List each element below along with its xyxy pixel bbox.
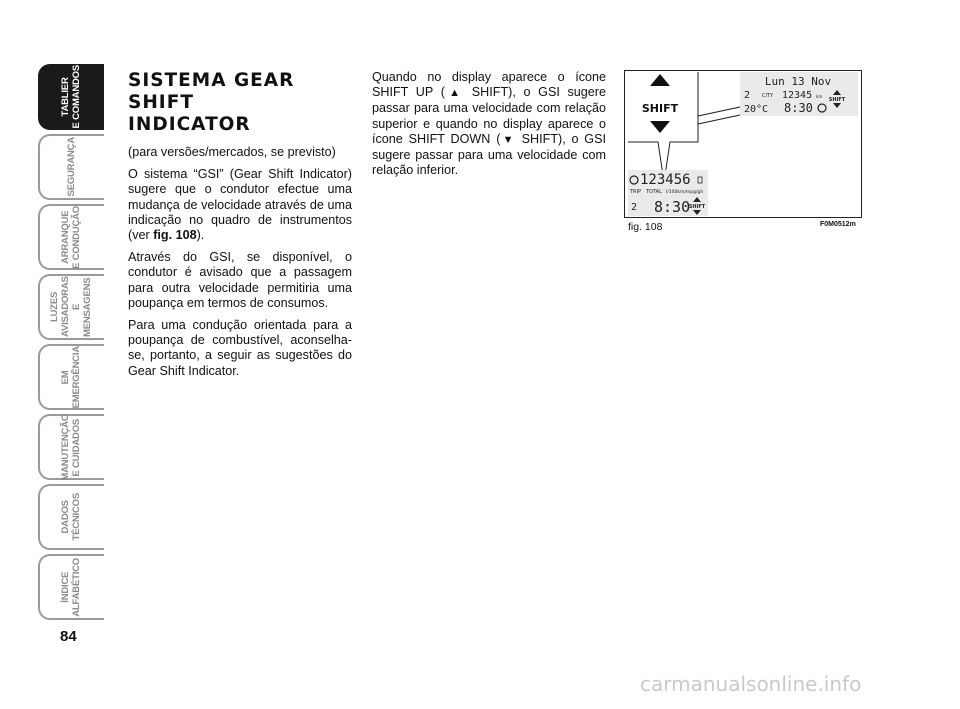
title-line-2: INDICATOR: [128, 114, 251, 135]
shift-text-2: SHIFT), o GSI sugere passar para uma velocidade com relação superior e quando no display aparece o ícone SHIFT DOWN (: [372, 85, 606, 146]
figure-reference-link[interactable]: fig. 108: [153, 228, 197, 243]
page-number: 84: [60, 628, 77, 645]
bottom-shift-label: SHIFT: [688, 204, 706, 210]
display-unit: km: [816, 94, 823, 99]
figure-code: F0M0512m: [820, 221, 856, 228]
paragraph-1: [128, 167, 352, 243]
paragraph-2: Através do GSI, se disponível, o condutor é avisado que a passagem para outra velocidade permitiria uma poupança em termos de consumos.: [128, 250, 352, 310]
tab-em-emergencia[interactable]: [38, 344, 104, 410]
tab-label: MANUTENÇÃO E CUIDADOS: [60, 413, 82, 481]
tab-arranque-e-conducao[interactable]: [38, 204, 104, 270]
bottom-odometer: 123456: [640, 172, 691, 188]
shift-label: SHIFT: [641, 102, 679, 115]
tab-label: TABLIER E COMANDOS: [60, 65, 82, 129]
paragraph-shift: [372, 70, 606, 178]
tab-luzes-avisadoras[interactable]: [38, 274, 104, 340]
tab-indice-alfabetico[interactable]: [38, 554, 104, 620]
shift-text-1: Quando no display aparece o ícone SHIFT UP (: [372, 70, 606, 100]
section-gear-shift-indicator: [128, 70, 352, 386]
tab-label: EM EMERGÊNCIA: [60, 345, 82, 409]
section-title: [128, 70, 352, 136]
display-temperature: 20°C: [744, 104, 769, 115]
figure-caption: fig. 108: [628, 221, 663, 233]
tab-manutencao[interactable]: [38, 414, 104, 480]
tab-dados-tecnicos[interactable]: [38, 484, 104, 550]
display-city: CITY: [762, 93, 774, 99]
tab-label: ÍNDICE ALFABÉTICO: [60, 557, 82, 617]
shift-up-icon: ▲: [444, 87, 465, 100]
display-odometer: 12345: [782, 90, 813, 101]
display-time: 8:30: [784, 101, 813, 115]
consumption-unit: l/100km/mpg/gh: [666, 190, 704, 195]
watermark: carmanualsonline.info: [640, 672, 862, 696]
shift-explanation: [372, 70, 606, 185]
tab-label: DADOS TÉCNICOS: [60, 493, 82, 541]
tab-label: SEGURANÇA: [65, 137, 77, 197]
tab-label: ARRANQUE E CONDUÇÃO: [60, 205, 82, 269]
figure-108-dashboard-display: [624, 70, 862, 218]
bottom-time: 8:30: [654, 198, 691, 216]
paragraph-1-text: O sistema “GSI” (Gear Shift Indicator) sugere que o condutor efectue uma mudança de velocidade através de uma indicação no quadro de instrumentos (ver: [128, 167, 352, 243]
tab-label: LUZES AVISADORAS E MENSAGENS: [49, 276, 93, 338]
tab-seguranca[interactable]: [38, 134, 104, 200]
total-label: TOTAL: [646, 189, 662, 195]
title-line-1: SISTEMA GEAR SHIFT: [128, 70, 295, 113]
section-subtitle: (para versões/mercados, se previsto): [128, 145, 336, 159]
display-gear: 2: [744, 90, 751, 101]
bottom-gear: 2: [631, 202, 638, 213]
paragraph-1-end: ).: [196, 228, 205, 243]
display-date: Lun 13 Nov: [764, 75, 832, 88]
shift-text-3: SHIFT), o GSI sugere passar para uma velocidade com relação inferior.: [372, 131, 606, 178]
display-shift-label: SHIFT: [828, 97, 846, 103]
shift-down-icon: ▼: [500, 133, 516, 146]
paragraph-3: Para uma condução orientada para a poupança de combustível, aconselha-se, portanto, a seguir as sugestões do Gear Shift Indicator.: [128, 318, 352, 378]
tab-tablier-e-comandos[interactable]: [38, 64, 104, 130]
trip-label: TRIP: [630, 189, 642, 195]
